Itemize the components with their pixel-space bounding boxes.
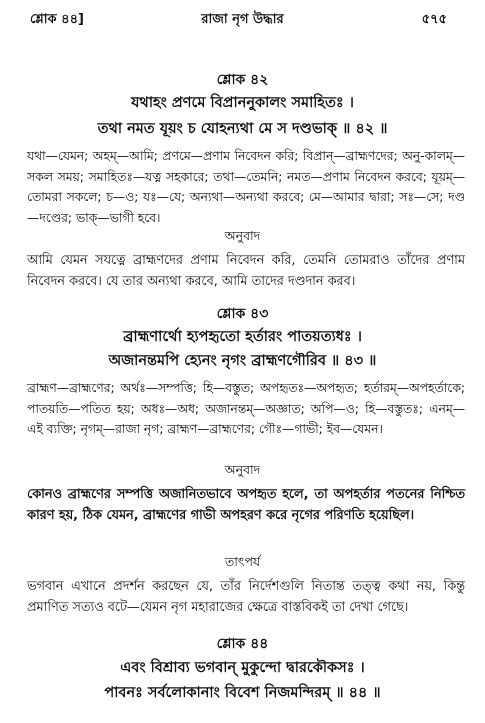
verse-43-label: শ্লোক ৪৩ xyxy=(216,306,269,322)
running-header-title: রাজা নৃগ উদ্ধার xyxy=(201,12,284,27)
verse-44-line-1: এবং বিশ্রাব্য ভগবান্‌ মুকুন্দো দ্বারকৌকসঃ । xyxy=(120,660,365,676)
verse-42-translation-heading: অনুবাদ xyxy=(224,228,261,243)
verse-43-synonyms: ব্রাহ্মণ—ব্রাহ্মণের; অর্থঃ—সম্পত্তি; হি—বস্তুত; অপহৃতঃ—অপহৃত; হর্তারম্‌—অপহর্তাকে; পাতয়তি—পতিত হয়; অধঃ—অধ; অজানন্তম্‌—অজ্ঞাত; অপি—ও; হি—বস্তুতঃ; এনম্‌—এই ব্যক্তি; নৃগম্‌—রাজা নৃগ; ব্রাহ্মণ—ব্রাহ্মণের; গৌঃ—গাভী; ইব—যেমন। xyxy=(27,381,465,436)
verse-43-translation: কোনও ব্রাহ্মণের সম্পত্তি অজানিতভাবে অপহৃত হলে, তা অপহর্তার পতনের নিশ্চিত কারণ হয়, ঠিক যেমন, ব্রাহ্মণের গাভী অপহরণ করে নৃগের পরিণতি হয়েছিল। xyxy=(27,487,465,523)
verse-42-label: শ্লোক ৪২ xyxy=(216,72,269,88)
verse-42-synonyms: যথা—যেমন; অহম্‌—আমি; প্রণমে—প্রণাম নিবেদন করি; বিপ্রান্‌—ব্রাহ্মণদের; অনু-কালম্‌—সকল সময়; সমাহিতঃ—যত্ন সহকারে; তথা—তেমনি; নমত—প্রণাম নিবেদন করবে; যূয়ম্‌—তোমরা সকলে; চ—ও; যঃ—যে; অন্যথা—অন্যথা করবে; মে—আমার দ্বারা; সঃ—সে; দণ্ড—দণ্ডের; ভাক্‌—ভাগী হবে। xyxy=(27,149,465,225)
verse-42-translation: আমি যেমন সযত্নে ব্রাহ্মণদের প্রণাম নিবেদন করি, তেমনি তোমরাও তাঁদের প্রণাম নিবেদন করবে। যে তার অন্যথা করবে, আমি তাদের দণ্ডদান করব। xyxy=(27,253,465,289)
running-header-verse: শ্লোক ৪৪] xyxy=(30,12,84,27)
verse-43-purport: ভগবান এখানে প্রদর্শন করছেন যে, তাঁর নির্দেশগুলি নিতান্ত তত্ত্ব কথা নয়, কিন্তু প্রমাণিত সত্যও বটে—যেমন নৃগ মহারাজের ক্ষেত্রে বাস্তবিকই তা দেখা গেছে। xyxy=(27,579,465,615)
verse-43-line-2: অজানন্তমপি হ্যেনং নৃগং ব্রাহ্মণগৌরিব ॥ ৪৩ ॥ xyxy=(108,353,377,369)
page-number: ৫৭৫ xyxy=(421,12,447,27)
verse-42-line-2: তথা নমত যূয়ং চ যোহন্যথা মে স দণ্ডভাক্‌ ॥ ৪২ ॥ xyxy=(97,121,388,137)
verse-44-label: শ্লোক ৪৪ xyxy=(216,636,269,652)
verse-42-line-1: যথাহং প্রণমে বিপ্রাননুকালং সমাহিতঃ । xyxy=(131,95,354,111)
verse-43-purport-heading: তাৎপর্য xyxy=(224,554,261,569)
verse-43-translation-heading: অনুবাদ xyxy=(224,462,261,477)
verse-44-line-2: পাবনঃ সর্বলোকানাং বিবেশ নিজমন্দিরম্‌ ॥ ৪৪ ॥ xyxy=(104,685,381,701)
verse-43-line-1: ব্রাহ্মণার্থো হ্যপহৃতো হর্তারং পাতয়ত্যধঃ । xyxy=(123,329,362,345)
